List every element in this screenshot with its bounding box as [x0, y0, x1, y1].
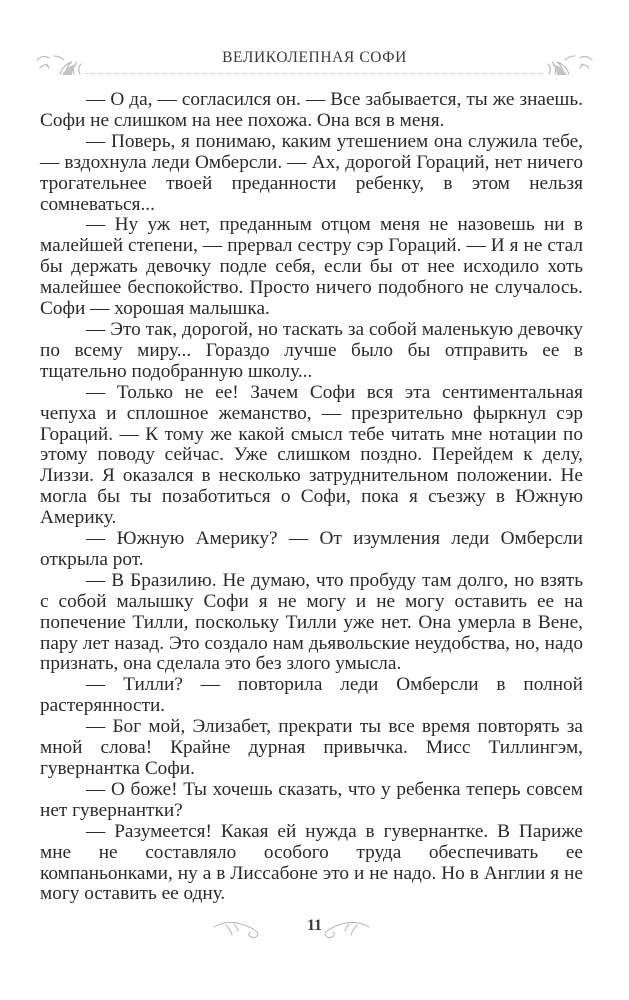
paragraph: — Поверь, я понимаю, каким утешением она служила тебе, — вздохнула леди Омберсли. — Ах, дорогой Гораций, нет ничего трогательнее твоей преданности ребенку, в этом нельзя сомневаться... [40, 130, 583, 215]
paragraph: — Бог мой, Элизабет, прекрати ты все время повторять за мной слова! Крайне дурная привычка. Мисс Тиллингэм, гувернантка Софи. [40, 716, 583, 779]
page-number: 11 [306, 917, 323, 934]
paragraph: — О боже! Ты хочешь сказать, что у ребенка теперь совсем нет гувернантки? [40, 778, 583, 821]
paragraph: — О да, — согласился он. — Все забывается, ты же знаешь. Софи не слишком на нее похожа. Она вся в меня. [40, 89, 583, 131]
body-text [40, 90, 583, 905]
scroll-ornament-icon [315, 919, 371, 939]
page-footer [0, 917, 629, 947]
paragraph: — Только не ее! Зачем Софи вся эта сентиментальная чепуха и сплошное жеманство, — презрительно фыркнул сэр Гораций. — К тому же какой смысл тебе читать мне нотации по этому поводу сейчас. Уже слишком поздно. Перейдем к делу, Лиззи. Я оказался в несколько затруднительном положении. Не могла бы ты позаботиться о Софи, пока я съезжу в Южную Америку. [40, 381, 583, 529]
paragraph: — Это так, дорогой, но таскать за собой маленькую девочку по всему миру... Гораздо лучше было бы отправить ее в тщательно подобранную школу... [40, 318, 583, 382]
paragraph: — Южную Америку? — От изумления леди Омберсли открыла рот. [40, 528, 583, 570]
paragraph: — В Бразилию. Не думаю, что пробуду там долго, но взять с собой малышку Софи я не могу и не могу оставить ее на попечение Тилли, поскольку Тилли уже нет. Она умерла в Вене, пару лет назад. Это создало нам дьявольские неудобства, но, надо признать, она сделала это без злого умысла. [40, 569, 583, 675]
header-rule [85, 73, 544, 74]
paragraph: — Разумеется! Какая ей нужда в гувернантке. В Париже мне не составляло особого труда обеспечивать ее компаньонками, ну а в Лиссабоне это и не надо. Но в Англии я не могу оставить ее одну. [40, 820, 583, 905]
flourish-ornament-icon [537, 50, 597, 78]
paragraph: — Тилли? — повторила леди Омберсли в полной растерянности. [40, 674, 583, 717]
paragraph: — Ну уж нет, преданным отцом меня не назовешь ни в малейшей степени, — прервал сестру сэр Гораций. — И я не стал бы держать девочку подле себя, если бы от нее исходило хоть малейшее беспокойство. Просто ничего подобного не случалось. Софи — хорошая малышка. [40, 214, 583, 320]
running-head-title: ВЕЛИКОЛЕПНАЯ СОФИ [222, 49, 407, 66]
